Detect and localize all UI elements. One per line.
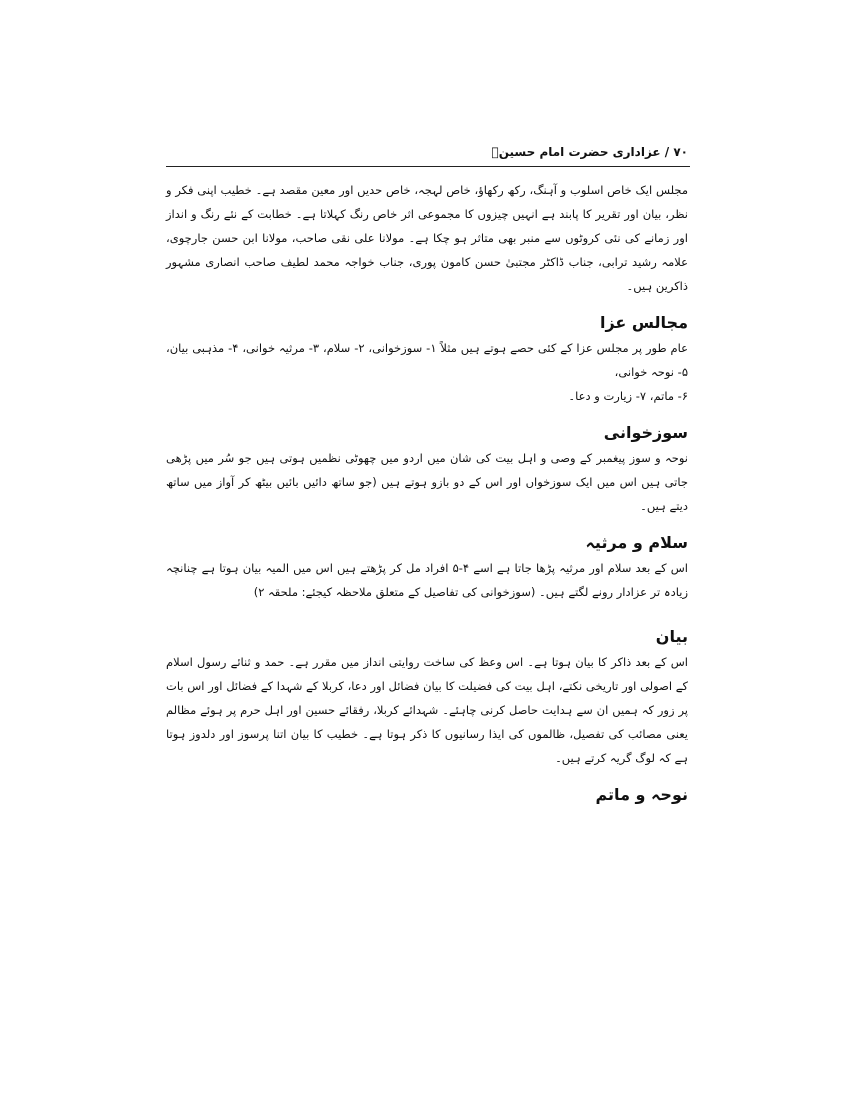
page-body (166, 178, 688, 808)
paragraph-majalis-line2: ۶- ماتم، ۷- زیارت و دعا۔ (568, 389, 688, 403)
spacer (166, 770, 688, 782)
spacer (166, 604, 688, 624)
running-header: ۷۰ / عزاداری حضرت امام حسینؑ (491, 145, 688, 159)
paragraph-bayan: اس کے بعد ذاکر کا بیان ہوتا ہے۔ اس وعظ کی ساخت روایتی انداز میں مقرر ہے۔ حمد و ثنائے رسول اسلام کے اصولی اور تاریخی نکتے، اہل بیت کی فضیلت کا بیان فضائل اور دعا، کربلا کے شہدا کے فضائل اور اس بات پر زور کہ ہمیں ان سے ہدایت حاصل کرنی چاہئے۔ شہدائے کربلا، رفقائے حسین اور اہل حرم پر ہوئے مظالم یعنی مصائب کی تفصیل، ظالموں کی ایذا رسانیوں کا ذکر ہوتا ہے۔ خطیب کا بیان اتنا پرسوز اور دلدوز ہوتا ہے کہ لوگ گریہ کرتے ہیں۔ (166, 655, 688, 765)
heading-soz: سوزخوانی (603, 423, 688, 442)
header-rule (166, 166, 690, 167)
paragraph-salam: اس کے بعد سلام اور مرثیہ پڑھا جاتا ہے اسے ۴-۵ افراد مل کر پڑھتے ہیں اس میں المیہ بیان ہوتا ہے چنانچہ زیادہ تر عزادار رونے لگتے ہیں۔ (سوزخوانی کی تفاصیل کے متعلق ملاحظہ کیجئے: ملحقہ ۲) (166, 561, 688, 599)
spacer (166, 518, 688, 530)
heading-bayan: بیان (655, 627, 688, 646)
paragraph-majalis: عام طور پر مجلس عزا کے کئی حصے ہوتے ہیں مثلاً ۱- سوزخوانی، ۲- سلام، ۳- مرثیہ خوانی، ۴- مذہبی بیان، ۵- نوحہ خوانی، (166, 341, 688, 379)
intro-paragraph: مجلس ایک خاص اسلوب و آہنگ، رکھ رکھاؤ، خاص لہجہ، خاص حدیں اور معین مقصد ہے۔ خطیب اپنی فکر و نظر، بیان اور تقریر کا پابند ہے انہیں چیزوں کا مجموعی اثر خاص رنگ کہلاتا ہے۔ خطابت کے نئے رنگ و انداز اور زمانے کی نئی کروٹوں سے منبر بھی متاثر ہو چکا ہے۔ مولانا علی نقی صاحب، مولانا ابن حسن جارچوی، علامہ رشید ترابی، جناب ڈاکٹر مجتبیٰ حسن کامون پوری، جناب خواجہ محمد لطیف صاحب انصاری مشہور ذاکرین ہیں۔ (166, 183, 688, 293)
heading-majalis: مجالس عزا (599, 313, 688, 332)
heading-noha: نوحہ و ماتم (595, 785, 688, 804)
spacer (166, 408, 688, 420)
spacer (166, 298, 688, 310)
heading-salam: سلام و مرثیہ (585, 533, 688, 552)
paragraph-soz: نوحہ و سوز پیغمبر کے وصی و اہل بیت کی شان میں اردو میں چھوٹی نظمیں ہوتی ہیں جو سُر میں پڑھی جاتی ہیں اس میں ایک سوزخواں اور اس کے دو بازو ہوتے ہیں (جو ساتھ دائیں بائیں بیٹھ کر آواز میں ساتھ دیتے ہیں۔ (166, 451, 688, 513)
